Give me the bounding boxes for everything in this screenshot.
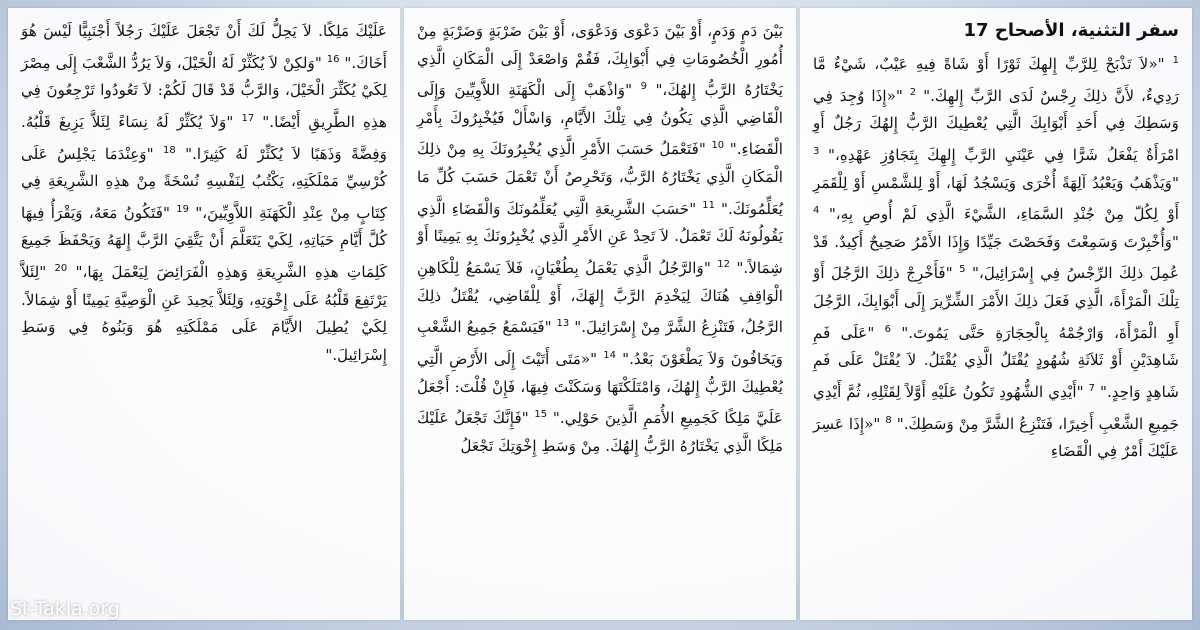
verse-block: [21, 18, 387, 369]
verse-number: 14: [603, 349, 616, 361]
verse-number: 9: [640, 81, 647, 93]
verse-text: "وَعِنْدَمَا يَجْلِسُ عَلَى كُرْسِيِّ مَمْلَكَتِهِ، يَكْتُبُ لِنَفْسِهِ نُسْخَةً مِنْ هذِهِ الشَّرِيعَةِ فِي كِتَابٍ مِنْ عِنْدِ الْكَهَنَةِ اللاَّوِيِّينَ،": [21, 144, 388, 222]
verse-number: 8: [885, 414, 892, 426]
verse-text: "«إِذَا عَسِرَ عَلَيْكَ أَمْرٌ فِي الْقَضَاءِ: [813, 414, 1179, 461]
site-watermark: St-Takla.org: [10, 598, 120, 620]
verse-number: 15: [534, 409, 548, 421]
verse-number: 7: [1088, 382, 1095, 394]
verse-number: 19: [176, 203, 189, 215]
verse-block: [813, 47, 1179, 466]
verse-text: "«مَتَى أَتَيْتَ إِلَى الأَرْضِ الَّتِي يُعْطِيكَ الرَّبُّ إِلهُكَ، وَامْتَلَكْتَهَا وَسَكَنْتَ فِيهَا، فَإِنْ قُلْتَ: أَجْعَلُ عَلَيَّ مَلِكًا كَجَمِيعِ الأُمَمِ الَّذِينَ حَوْلِي.": [417, 349, 783, 428]
verse-number: 6: [884, 323, 892, 335]
verse-number: 18: [163, 144, 176, 156]
verse-text: "وَيَذْهَبُ وَيَعْبُدُ آلِهَةً أُخْرَى وَيَسْجُدُ لَهَا، أَوْ لِلشَّمْسِ أَوْ لِلْقَمَرِ أَوْ لِكُلّ مِنْ جُنْدِ السَّمَاءِ، الشَّيْءَ الَّذِي لَمْ أُوصِ بِهِ،": [813, 173, 1179, 224]
verse-text: "فَإِنَّكَ تَجْعَلُ عَلَيْكَ مَلِكًا الَّذِي يَخْتَارُهُ الرَّبُّ إِلهُكَ. مِنْ وَسَطِ إِخْوَتِكَ تَجْعَلُ: [417, 409, 783, 455]
verse-number: 2: [909, 86, 917, 98]
verse-text: "فَتَعْمَلُ حَسَبَ الأَمْرِ الَّذِي يُخْبِرُونَكَ بِهِ مِنْ ذلِكَ الْمَكَانِ الَّذِي يَخْتَارُهُ الرَّبُّ، وَتَحْرِصُ أَنْ تَعْمَلَ حَسَبَ كُلِّ مَا يُعَلِّمُونَكَ.": [417, 140, 784, 218]
verse-text: "أَيْدِي الشُّهُودِ تَكُونُ عَلَيْهِ أَوَّلاً لِقَتْلِهِ، ثُمَّ أَيْدِي جَمِيعِ الشَّعْبِ أَخِيرًا، فَتَنْزِعُ الشَّرَّ مِنْ وَسَطِكَ.": [813, 382, 1180, 433]
verse-number: 16: [326, 53, 340, 65]
verse-number: 17: [241, 112, 255, 124]
verse-block: [417, 18, 783, 460]
verse-text: "عَلَى فَمِ شَاهِدَيْنِ أَوْ ثَلاَثَةِ شُهُودٍ يُقْتَلُ الَّذِي يُقْتَلُ. لاَ يُقْتَلْ عَلَى فَمِ شَاهِدٍ وَاحِدٍ.": [813, 323, 1180, 401]
verse-text: "وَلكِنْ لاَ يُكَثِّرْ لَهُ الْخَيْلَ، وَلاَ يَرُدُّ الشَّعْبَ إِلَى مِصْرَ لِكَيْ يُكَثِّرَ الْخَيْلَ، وَالرَّبُّ قَدْ قَالَ لَكُمْ: لاَ تَعُودُوا تَرْجِعُونَ فِي هذِهِ الطَّرِيقِ أَيْضًا.": [21, 53, 387, 131]
verse-text: "فَأَخْرِجْ ذلِكَ الرَّجُلَ أَوْ تِلْكَ الْمَرْأَةَ، الَّذِي فَعَلَ ذلِكَ الأَمْرَ الشِّرِّيرَ إِلَى أَبْوَابِكَ، الرَّجُلَ أَوِ الْمَرْأَةَ، وَارْجُمْهُ بِالْحِجَارَةِ حَتَّى يَمُوتَ.": [813, 264, 1180, 342]
text-column-middle: [404, 8, 796, 620]
verse-text: "«لاَ تَذْبَحْ لِلرَّبِّ إِلهِكَ ثَوْرًا أَوْ شَاةً فِيهِ عَيْبٌ، شَيْءٌ مَّا رَدِيءٌ، لأَنَّ ذلِكَ رِجْسٌ لَدَى الرَّبِّ إِلهِكَ.": [813, 55, 1180, 105]
verse-text: "«إِذَا وُجِدَ فِي وَسَطِكَ فِي أَحَدِ أَبْوَابِكَ الَّتِي يُعْطِيكَ الرَّبُّ إِلهُكَ رَجُلٌ أَوِ امْرَأَةٌ يَفْعَلُ شَرًّا فِي عَيْنَيِ الرَّبِّ إِلهِكَ بِتَجَاوُزِ عَهْدِهِ،": [813, 86, 1179, 164]
verse-text: بَيْنَ دَمٍ وَدَمٍ، أَوْ بَيْنَ دَعْوَى وَدَعْوَى، أَوْ بَيْنَ ضَرْبَةٍ وَضَرْبَةٍ مِنْ أُمُورِ الْخُصُومَاتِ فِي أَبْوَابِكَ، فَقُمْ وَاصْعَدْ إِلَى الْمَكَانِ الَّذِي يَخْتَارُهُ الرَّبُّ إِلهُكَ،": [417, 22, 783, 100]
verse-text: "وَأُخْبِرْتَ وَسَمِعْتَ وَفَحَصْتَ جَيِّدًا وَإِذَا الأَمْرُ صَحِيحٌ أَكِيدٌ. قَدْ عُمِلَ ذلِكَ الرِّجْسُ فِي إِسْرَائِيلَ،": [813, 232, 1180, 283]
verse-text: "فَتَكُونُ مَعَهُ، وَيَقْرَأُ فِيهَا كُلَّ أَيَّامِ حَيَاتِهِ، لِكَيْ يَتَعَلَّمَ أَنْ يَتَّقِيَ الرَّبَّ إِلهَهُ وَيَحْفَظَ جَمِيعَ كَلِمَاتِ هذِهِ الشَّرِيعَةِ وَهذِهِ الْفَرَائِضَ لِيَعْمَلَ بِهَا،": [21, 203, 388, 282]
verse-text: "حَسَبَ الشَّرِيعَةِ الَّتِي يُعَلِّمُونَكَ وَالْقَضَاءِ الَّذِي يَقُولُونَهُ لَكَ تَعْمَلُ. لاَ تَحِدْ عَنِ الأَمْرِ الَّذِي يُخْبِرُونَكَ بِهِ يَمِينًا أَوْ شِمَالاً.": [417, 199, 784, 277]
verse-number: 13: [556, 318, 570, 330]
verse-number: 11: [702, 199, 715, 211]
text-column-left: [8, 8, 400, 620]
verse-number: 20: [54, 263, 68, 274]
verse-number: 1: [1172, 55, 1180, 66]
verse-text: "فَيَسْمَعُ جَمِيعُ الشَّعْبِ وَيَخَافُونَ وَلاَ يَطْغَوْنَ بَعْدُ.": [417, 318, 783, 368]
verse-number: 12: [717, 258, 730, 270]
verse-number: 4: [813, 205, 820, 217]
verse-text: عَلَيْكَ مَلِكًا. لاَ يَحِلُّ لَكَ أَنْ تَجْعَلَ عَلَيْكَ رَجُلاً أَجْنَبِيًّا لَيْسَ هُوَ أَخَاكَ.": [21, 22, 387, 72]
verse-text: "وَالرَّجُلُ الَّذِي يَعْمَلُ بِطُغْيَانٍ، فَلاَ يَسْمَعُ لِلْكَاهِنِ الْوَاقِفِ هُنَاكَ لِيَخْدِمَ الرَّبَّ إِلهَكَ، أَوْ لِلْقَاضِي، يُقْتَلُ ذلِكَ الرَّجُلُ، فَتَنْزِعُ الشَّرَّ مِنْ إِسْرَائِيلَ.": [417, 259, 784, 337]
verse-number: 5: [959, 264, 966, 276]
verse-text: "لِئَلاَّ يَرْتَفِعَ قَلْبُهُ عَلَى إِخْوَتِهِ، وَلِئَلاَّ يَحِيدَ عَنِ الْوَصِيَّةِ يَمِينًا أَوْ شِمَالاً. لِكَيْ يُطِيلَ الأَيَّامَ عَلَى مَمْلَكَتِهِ هُوَ وَبَنُوهُ فِي وَسَطِ إِسْرَائِيلَ.": [21, 263, 387, 364]
verse-number: 10: [711, 140, 725, 152]
text-column-right: [800, 8, 1192, 620]
chapter-title: سفر التثنية، الأصحاح 17: [963, 20, 1179, 41]
verse-text: "وَلاَ يُكَثِّرْ لَهُ نِسَاءً لِئَلاَّ يَزِيغَ قَلْبُهُ. وَفِضَّةً وَذَهَبًا لاَ يُكَثِّرْ لَهُ كَثِيرًا.": [21, 112, 388, 163]
verse-number: 3: [813, 145, 820, 157]
verse-text: "وَاذْهَبْ إِلَى الْكَهَنَةِ اللاَّوِيِّينَ وَإِلَى الْقَاضِي الَّذِي يَكُونُ فِي تِلْكَ الأَيَّامِ، وَاسْأَلْ فَيُخْبِرُوكَ بِأَمْرِ الْقَضَاءِ.": [417, 81, 784, 159]
